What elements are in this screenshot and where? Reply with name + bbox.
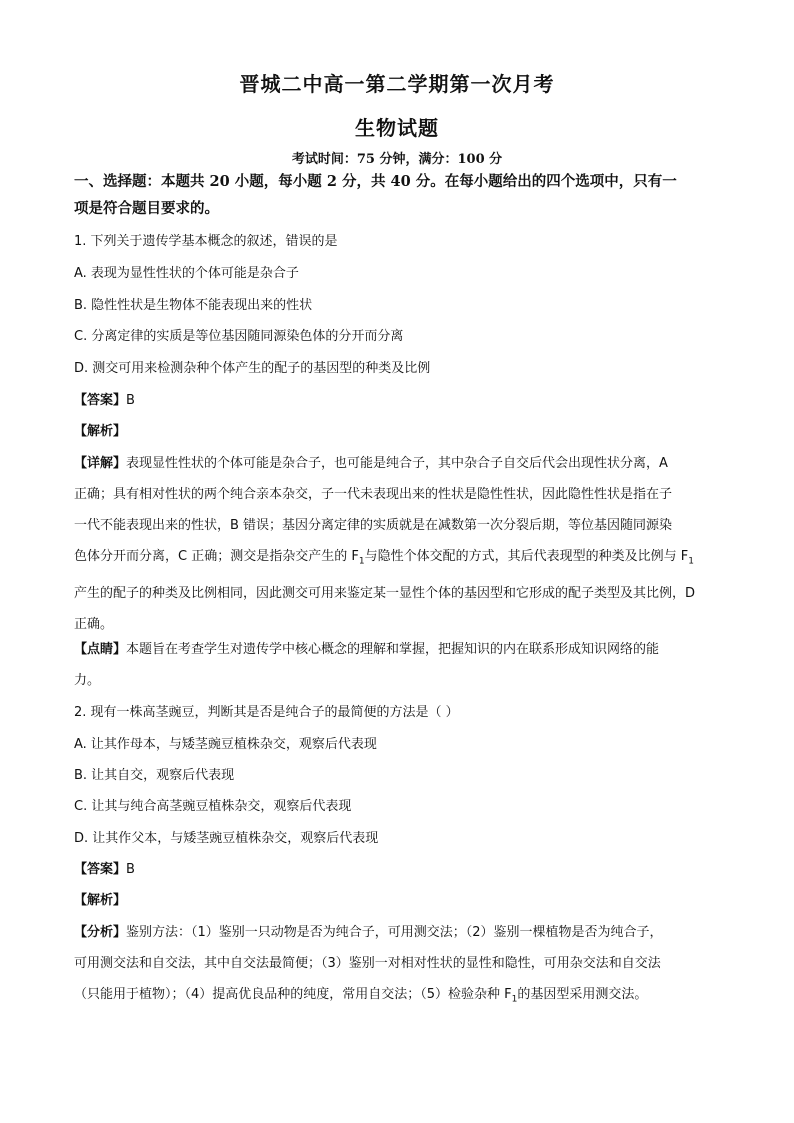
q1-comment-line-2: 力。 [74, 673, 101, 688]
q1-comment-line-1: 【点睛】本题旨在考查学生对遗传学中核心概念的理解和掌握，把握知识的内在联系形成知识网络的能 [74, 642, 660, 657]
q1-option-a: A. 表现为显性性状的个体可能是杂合子 [74, 266, 299, 281]
exam-meta: 考试时间：75 分钟，满分：100 分 [291, 152, 503, 167]
q1-answer-value: B [126, 393, 135, 408]
q1-answer-label: 【答案】 [74, 393, 127, 408]
q1-detail-line-4: 色体分开而分离，C 正确；测交是指杂交产生的 $F_1$与隐性个体交配的方式，其后代表现型的种类及比例与 $F_1$ [74, 549, 694, 567]
q2-fenxi-line-3: （只能用于植物）；（4）提高优良品种的纯度，常用自交法；（5）检验杂种 $F_1$的基因型采用测交法。 [74, 987, 648, 1005]
q1-detail-label: 【详解】 [74, 456, 127, 471]
q1-detail-line-5: 产生的配子的种类及比例相同，因此测交可用来鉴定某一显性个体的基因型和它形成的配子类型及其比例，D [74, 585, 696, 601]
q1-option-c: C. 分离定律的实质是等位基因随同源染色体的分开而分离 [74, 329, 404, 344]
q2-fenxi-label: 【分析】 [74, 925, 127, 940]
q2-answer [74, 860, 135, 880]
q1-stem: 1. 下列关于遗传学基本概念的叙述，错误的是 [74, 234, 338, 249]
section-heading [74, 168, 734, 222]
q1-comment [74, 634, 742, 696]
q2-answer-label: 【答案】 [74, 862, 127, 877]
q2-fenxi-line-2: 可用测交法和自交法，其中自交法最简便；（3）鉴别一对相对性状的显性和隐性，可用杂交法和自交法 [74, 956, 661, 971]
q2-stem: 2. 现有一株高茎豌豆，判断其是否是纯合子的最简便的方法是（ ） [74, 705, 459, 720]
q1-analysis-label: 【解析】 [74, 424, 127, 439]
q1-detail-line-2: 正确；具有相对性状的两个纯合亲本杂交，子一代未表现出来的性状是隐性性状，因此隐性性状是指在子 [74, 487, 673, 502]
q2-fenxi [74, 917, 742, 1016]
q2-option-c: C. 让其与纯合高茎豌豆植株杂交，观察后代表现 [74, 799, 352, 814]
q1-comment-label: 【点睛】 [74, 642, 127, 657]
q2-option-a: A. 让其作母本，与矮茎豌豆植株杂交，观察后代表现 [74, 737, 377, 752]
q1-answer [74, 391, 135, 411]
q2-fenxi-line-1: 【分析】鉴别方法：（1）鉴别一只动物是否为纯合子，可用测交法；（2）鉴别一棵植物是否为纯合子， [74, 925, 663, 940]
q1-detail [74, 448, 742, 640]
q2-answer-value: B [126, 862, 135, 877]
q1-detail-line-6: 正确。 [74, 616, 114, 632]
q1-detail-line-3: 一代不能表现出来的性状，B 错误；基因分离定律的实质就是在减数第一次分裂后期，等位基因随同源染 [74, 518, 673, 533]
q1-detail-line-1: 【详解】表现显性性状的个体可能是杂合子，也可能是纯合子，其中杂合子自交后代会出现性状分离，A [74, 456, 668, 471]
section-heading-line-2: 项是符合题目要求的。 [74, 200, 219, 217]
page-subtitle: 生物试题 [355, 116, 439, 140]
q2-option-d: D. 让其作父本，与矮茎豌豆植株杂交，观察后代表现 [74, 831, 379, 846]
q1-option-b: B. 隐性性状是生物体不能表现出来的性状 [74, 298, 313, 313]
q1-option-d: D. 测交可用来检测杂种个体产生的配子的基因型的种类及比例 [74, 361, 431, 376]
page-title: 晋城二中高一第二学期第一次月考 [239, 72, 555, 96]
q2-analysis-label: 【解析】 [74, 893, 127, 908]
section-heading-line-1: 一、选择题：本题共 20 小题，每小题 2 分，共 40 分。在每小题给出的四个选项中，只有一 [74, 173, 677, 190]
q2-option-b: B. 让其自交，观察后代表现 [74, 768, 235, 783]
